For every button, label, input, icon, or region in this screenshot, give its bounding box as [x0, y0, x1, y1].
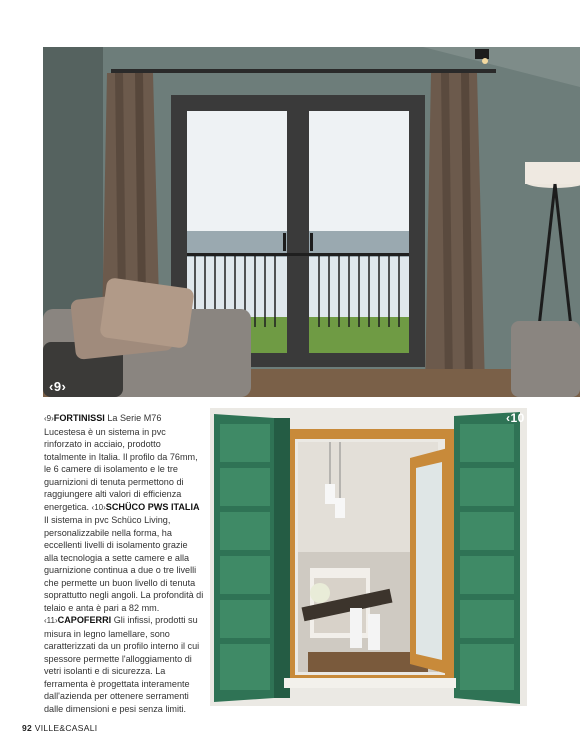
photo-green-shutters — [210, 408, 527, 706]
item-text-10: Il sistema in pvc Schüco Living, personalizzabile nella forma, ha eccellenti livelli di isolamento grazie alla tecnologia a sette camere e alla guarnizione continua a due o tre livelli che permette un buon livello di tenuta soprattutto negli angoli. La profondità di telaio e anta è pari a 82 mm. — [44, 515, 204, 613]
article-body — [44, 412, 204, 715]
living-room-illustration — [43, 47, 580, 397]
brand-capoferri: CAPOFERRI — [57, 615, 112, 625]
page-footer — [22, 723, 97, 733]
shutter-window-illustration — [210, 408, 527, 706]
item-number-9: ‹9› — [44, 414, 54, 423]
photo-label-10: ‹10 — [506, 411, 525, 425]
item-number-10: ‹10› — [91, 502, 106, 512]
item-text-9: La Serie M76 Lucestesa è un sistema in pvc rinforzato in acciaio, prodotto totalmente in Italia. Il profilo da 76mm, le 6 camere di isolamento e le tre guarnizioni di tenuta permettono di raggiungere alti valori di efficienza energetica. — [44, 413, 198, 512]
magazine-name: VILLE&CASALI — [34, 723, 98, 733]
item-number-11: ‹11› — [44, 616, 58, 625]
photo-label-9: ‹9› — [49, 379, 67, 394]
item-text-11: Gli infissi, prodotti su misura in legno lamellare, sono caratterizzati da un profilo interno il cui spessore permette l'alloggiamento di vetri isolanti e di sicurezza. La ferramenta è progettata interamente dall'azienda per ottenere serramenti dalle dimensioni e pesi senza limiti. — [44, 615, 200, 714]
photo-living-room-window — [43, 47, 580, 397]
brand-fortinissi: FORTINISSI — [53, 413, 105, 423]
page-number: 92 — [22, 723, 33, 733]
brand-schuco: SCHÜCO PWS ITALIA — [105, 501, 200, 512]
